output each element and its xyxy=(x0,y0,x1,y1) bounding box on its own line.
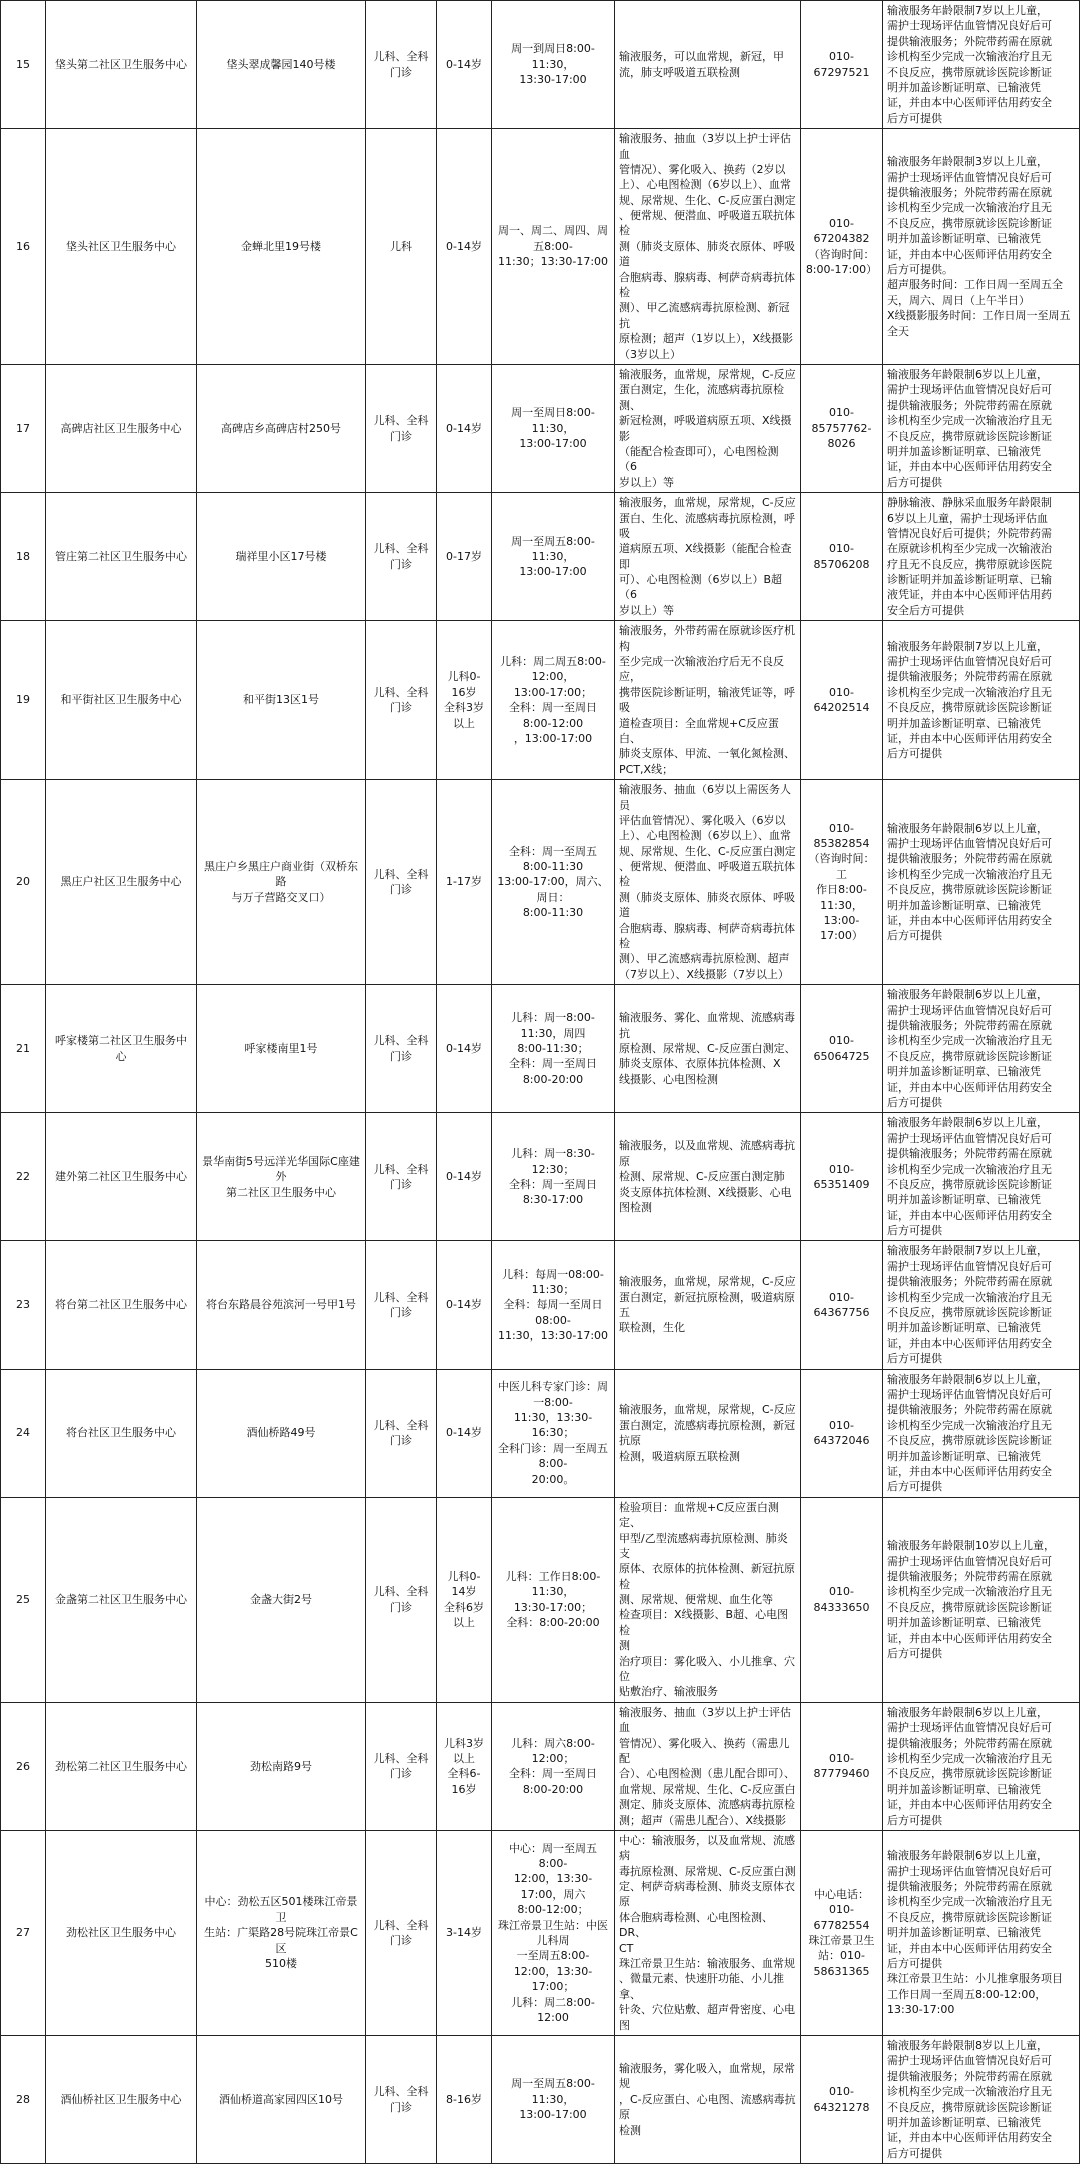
center-name-cell xyxy=(46,2036,197,2164)
row-number-cell xyxy=(1,1369,46,1497)
services-list-cell xyxy=(615,1702,801,1830)
services-list: 输液服务，可以血常规，新冠，甲 流，肺支呼吸道五联检测 xyxy=(619,50,784,79)
row-number-cell xyxy=(1,1113,46,1241)
age-range-cell xyxy=(437,1702,492,1830)
service-notes: 输液服务年龄限制8岁以上儿童， 需护士现场评估血管情况良好后可 提供输液服务；外院带药需在原就 诊机构至少完成一次输液治疗且无 不良反应，携带原就诊医院诊断证 明并加盖诊断证明章、已输液凭 证，并由本中心医师评估用药安全 后方可提供 xyxy=(887,2039,1052,2160)
center-address-cell xyxy=(197,1702,366,1830)
service-hours: 儿科：周一8:00-11:30，周四 8:00-11:30； 全科：周一至周日8:00-20:00 xyxy=(509,1011,597,1086)
table-row xyxy=(1,1241,1080,1369)
row-number: 28 xyxy=(16,2092,30,2106)
service-hours-cell xyxy=(492,780,615,985)
service-hours-cell xyxy=(492,1,615,129)
services-list-cell xyxy=(615,364,801,492)
service-notes: 输液服务年龄限制6岁以上儿童， 需护士现场评估血管情况良好后可 提供输液服务；外院带药需在原就 诊机构至少完成一次输液治疗且无 不良反应，携带原就诊医院诊断证 明并加盖诊断证明章、已输液凭 证，并由本中心医师评估用药安全 后方可提供 珠江帝景卫生站：小儿推拿服务项目 工作日周一至周五8:00-12:00， 13:30-17:00 xyxy=(887,1849,1063,2017)
center-name-cell xyxy=(46,1113,197,1241)
age-range-cell xyxy=(437,1830,492,2035)
table-row xyxy=(1,780,1080,985)
row-number-cell xyxy=(1,493,46,621)
center-name: 酒仙桥社区卫生服务中心 xyxy=(60,2092,182,2106)
department: 儿科、全科门诊 xyxy=(373,1751,429,1781)
phone-number: 010-87779460 xyxy=(813,1751,870,1781)
center-address-cell xyxy=(197,1241,366,1369)
center-address: 垡头翠成馨园140号楼 xyxy=(226,57,336,71)
center-name: 金盏第二社区卫生服务中心 xyxy=(55,1593,187,1607)
phone-number-cell xyxy=(801,1830,883,2035)
services-list: 输液服务，血常规，尿常规，C-反应 蛋白测定，生化，流感病毒抗原检测、 新冠检测，呼吸道病原五项、X线摄影 （能配合检查即可），心电图检测（6 岁以上）等 xyxy=(619,367,796,489)
service-notes-cell xyxy=(883,1369,1080,1497)
age-range: 0-14岁 xyxy=(446,1298,482,1312)
table-row xyxy=(1,129,1080,365)
center-address: 金盏大街2号 xyxy=(250,1593,312,1607)
department-cell xyxy=(366,1241,437,1369)
service-hours-cell xyxy=(492,2036,615,2164)
center-address-cell xyxy=(197,985,366,1113)
age-range: 8-16岁 xyxy=(446,2092,482,2106)
age-range-cell xyxy=(437,129,492,365)
service-hours-cell xyxy=(492,129,615,365)
row-number: 18 xyxy=(16,549,30,563)
row-number: 26 xyxy=(16,1759,30,1773)
service-hours: 儿科：工作日8:00-11:30， 13:30-17:00； 全科：8:00-20:00 xyxy=(505,1569,601,1630)
department: 儿科、全科门诊 xyxy=(373,1585,429,1614)
center-address-cell xyxy=(197,1113,366,1241)
service-notes-cell xyxy=(883,493,1080,621)
service-notes: 静脉输液、静脉采血服务年龄限制 6岁以上儿童，需护士现场评估血 管情况良好后可提供；外院带药需 在原就诊机构至少完成一次输液治 疗且无不良反应，携带原就诊医院 诊断证明并加盖诊断证明章、已输 液凭证，并由本中心医师评估用药 安全后方可提供 xyxy=(887,496,1052,617)
services-list: 输液服务，以及血常规、流感病毒抗原 检测、尿常规、C-反应蛋白测定肺 炎支原体抗体检测、X线摄影、心电 图检测 xyxy=(619,1139,795,1214)
service-hours: 周一、周二、周四、周五8:00- 11:30；13:30-17:00 xyxy=(497,224,609,269)
center-address-cell xyxy=(197,364,366,492)
row-number-cell xyxy=(1,621,46,780)
table-row xyxy=(1,1497,1080,1702)
service-notes-cell xyxy=(883,780,1080,985)
age-range-cell xyxy=(437,364,492,492)
phone-number-cell xyxy=(801,1113,883,1241)
service-notes: 输液服务年龄限制6岁以上儿童， 需护士现场评估血管情况良好后可 提供输液服务；外院带药需在原就 诊机构至少完成一次输液治疗且无 不良反应，携带原就诊医院诊断证 明并加盖诊断证明章、已输液凭 证，并由本中心医师评估用药安全 后方可提供 xyxy=(887,1705,1052,1827)
age-range: 儿科3岁以上 全科6-16岁 xyxy=(444,1736,484,1796)
department-cell xyxy=(366,985,437,1113)
department-cell xyxy=(366,1830,437,2035)
service-hours-cell xyxy=(492,364,615,492)
center-name: 和平街社区卫生服务中心 xyxy=(60,693,182,707)
service-notes-cell xyxy=(883,2036,1080,2164)
age-range: 0-14岁 xyxy=(446,1042,482,1056)
center-name: 高碑店社区卫生服务中心 xyxy=(60,421,182,435)
row-number: 23 xyxy=(16,1298,30,1312)
phone-number-cell xyxy=(801,2036,883,2164)
row-number-cell xyxy=(1,985,46,1113)
center-address-cell xyxy=(197,493,366,621)
row-number: 24 xyxy=(16,1426,30,1440)
service-hours: 儿科：周一8:30-12:30； 全科：周一至周日8:30-17:00 xyxy=(509,1147,597,1207)
service-hours-cell xyxy=(492,1830,615,2035)
center-address: 金蝉北里19号楼 xyxy=(241,239,321,253)
age-range-cell xyxy=(437,1497,492,1702)
service-notes-cell xyxy=(883,129,1080,365)
row-number-cell xyxy=(1,364,46,492)
department-cell xyxy=(366,621,437,780)
center-name: 黑庄户社区卫生服务中心 xyxy=(60,875,182,889)
service-notes: 输液服务年龄限制6岁以上儿童， 需护士现场评估血管情况良好后可 提供输液服务；外院带药需在原就 诊机构至少完成一次输液治疗且无 不良反应，携带原就诊医院诊断证 明并加盖诊断证明章、已输液凭 证，并由本中心医师评估用药安全 后方可提供 xyxy=(887,821,1052,943)
center-name: 建外第二社区卫生服务中心 xyxy=(55,1170,187,1184)
center-name-cell xyxy=(46,129,197,365)
center-name-cell xyxy=(46,621,197,780)
center-name-cell xyxy=(46,1830,197,2035)
center-name: 垡头第二社区卫生服务中心 xyxy=(55,57,187,71)
center-address-cell xyxy=(197,129,366,365)
phone-number-cell xyxy=(801,621,883,780)
age-range-cell xyxy=(437,493,492,621)
services-list-cell xyxy=(615,621,801,780)
row-number: 25 xyxy=(16,1593,30,1607)
department: 儿科、全科门诊 xyxy=(373,867,429,897)
center-address: 酒仙桥道高家园四区10号 xyxy=(219,2092,343,2106)
department-cell xyxy=(366,1497,437,1702)
services-list-cell xyxy=(615,1241,801,1369)
age-range: 0-14岁 xyxy=(446,421,482,435)
center-address-cell xyxy=(197,1,366,129)
services-list: 输液服务，血常规，尿常规，C-反应 蛋白、生化、流感病毒抗原检测，呼吸 道病原五项、X线摄影（能配合检查即 可）、心电图检测（6岁以上）B超（6 岁以上）等 xyxy=(619,496,796,617)
service-notes: 输液服务年龄限制6岁以上儿童， 需护士现场评估血管情况良好后可 提供输液服务；外院带药需在原就 诊机构至少完成一次输液治疗且无 不良反应，携带原就诊医院诊断证 明并加盖诊断证明章、已输液凭 证，并由本中心医师评估用药安全 后方可提供 xyxy=(887,367,1052,489)
service-hours: 周一至周日8:00-11:30， 13:00-17:00 xyxy=(511,406,595,451)
center-address-cell xyxy=(197,1369,366,1497)
department-cell xyxy=(366,1113,437,1241)
department: 儿科 xyxy=(390,239,412,253)
services-list-cell xyxy=(615,1113,801,1241)
service-notes-cell xyxy=(883,621,1080,780)
row-number-cell xyxy=(1,2036,46,2164)
center-address: 劲松南路9号 xyxy=(250,1759,312,1773)
phone-number-cell xyxy=(801,1241,883,1369)
department: 儿科、全科门诊 xyxy=(373,1290,429,1320)
service-notes: 输液服务年龄限制3岁以上儿童， 需护士现场评估血管情况良好后可 提供输液服务；外院带药需在原就 诊机构至少完成一次输液治疗且无 不良反应，携带原就诊医院诊断证 明并加盖诊断证明章、已输液凭 证，并由本中心医师评估用药安全 后方可提供。 超声服务时间：工作日周一至周五全天，周六、周日（上午半日） X线摄影服务时间：工作日周一至周五全天 xyxy=(887,155,1071,338)
service-hours: 儿科：周六8:00-12:00； 全科：周一至周日8:00-20:00 xyxy=(509,1736,597,1796)
service-notes: 输液服务年龄限制7岁以上儿童， 需护士现场评估血管情况良好后可 提供输液服务；外院带药需在原就 诊机构至少完成一次输液治疗且无 不良反应，携带原就诊医院诊断证 明并加盖诊断证明章、已输液凭 证，并由本中心医师评估用药安全 后方可提供 xyxy=(887,1244,1052,1366)
department: 儿科、全科门诊 xyxy=(373,1162,429,1191)
center-name-cell xyxy=(46,1497,197,1702)
row-number: 17 xyxy=(16,421,30,435)
service-hours: 中心：周一至周五8:00- 12:00，13:30-17:00，周六 8:00-12:00； 珠江帝景卫生站：中医儿科周 一至周五8:00-12:00，13:30- 17:00； 儿科：周二8:00-12:00 xyxy=(498,1841,608,2024)
center-name-cell xyxy=(46,1241,197,1369)
service-notes-cell xyxy=(883,1241,1080,1369)
row-number: 21 xyxy=(16,1042,30,1056)
table-row xyxy=(1,621,1080,780)
phone-number-cell xyxy=(801,1702,883,1830)
center-name: 劲松社区卫生服务中心 xyxy=(66,1926,176,1940)
center-name: 呼家楼第二社区卫生服务中心 xyxy=(55,1034,187,1063)
center-address: 瑞祥里小区17号楼 xyxy=(235,549,327,563)
services-list: 中心：输液服务，以及血常规、流感病 毒抗原检测、尿常规、C-反应蛋白测 定、柯萨奇病毒检测、肺炎支原体衣原 体合胞病毒检测、心电图检测、DR、 CT 珠江帝景卫生站：输液服务、血常规 、微量元素、快速肝功能、小儿推拿、 针灸、穴位贴敷、超声骨密度、心电图 xyxy=(619,1833,796,2032)
services-list-cell xyxy=(615,985,801,1113)
service-notes-cell xyxy=(883,1113,1080,1241)
age-range-cell xyxy=(437,1241,492,1369)
phone-number-cell xyxy=(801,985,883,1113)
phone-number: 010-67204382 （咨询时间： 8:00-17:00） xyxy=(805,216,878,276)
department-cell xyxy=(366,1369,437,1497)
service-notes: 输液服务年龄限制10岁以上儿童， 需护士现场评估血管情况良好后可 提供输液服务；外院带药需在原就 诊机构至少完成一次输液治疗且无 不良反应，携带原就诊医院诊断证 明并加盖诊断证明章、已输液凭 证，并由本中心医师评估用药安全 后方可提供 xyxy=(887,1539,1055,1660)
service-hours-cell xyxy=(492,493,615,621)
service-notes: 输液服务年龄限制6岁以上儿童， 需护士现场评估血管情况良好后可 提供输液服务；外院带药需在原就 诊机构至少完成一次输液治疗且无 不良反应，携带原就诊医院诊断证 明并加盖诊断证明章、已输液凭 证，并由本中心医师评估用药安全 后方可提供 xyxy=(887,1372,1052,1494)
center-address: 和平街13区1号 xyxy=(243,693,319,707)
service-notes: 输液服务年龄限制7岁以上儿童， 需护士现场评估血管情况良好后可 提供输液服务；外院带药需在原就 诊机构至少完成一次输液治疗且无 不良反应，携带原就诊医院诊断证 明并加盖诊断证明章、已输液凭 证，并由本中心医师评估用药安全 后方可提供 xyxy=(887,4,1052,125)
phone-number-cell xyxy=(801,1369,883,1497)
age-range: 0-14岁 xyxy=(446,57,482,71)
service-hours-cell xyxy=(492,1702,615,1830)
phone-number: 010-85757762- 8026 xyxy=(811,406,872,451)
age-range: 0-17岁 xyxy=(446,549,482,563)
table-body xyxy=(1,1,1080,2164)
table-row xyxy=(1,1702,1080,1830)
phone-number-cell xyxy=(801,129,883,365)
row-number: 19 xyxy=(16,693,30,707)
services-list-cell xyxy=(615,1369,801,1497)
center-address-cell xyxy=(197,2036,366,2164)
row-number-cell xyxy=(1,1,46,129)
table-row xyxy=(1,985,1080,1113)
services-list-cell xyxy=(615,780,801,985)
age-range-cell xyxy=(437,1113,492,1241)
services-list-cell xyxy=(615,493,801,621)
department-cell xyxy=(366,1702,437,1830)
center-address: 呼家楼南里1号 xyxy=(244,1042,318,1056)
phone-number-cell xyxy=(801,1,883,129)
service-notes: 输液服务年龄限制6岁以上儿童， 需护士现场评估血管情况良好后可 提供输液服务；外院带药需在原就 诊机构至少完成一次输液治疗且无 不良反应，携带原就诊医院诊断证 明并加盖诊断证明章、已输液凭 证，并由本中心医师评估用药安全 后方可提供 xyxy=(887,988,1052,1109)
department: 儿科、全科门诊 xyxy=(373,2085,429,2114)
phone-number: 010-64321278 xyxy=(813,2085,870,2114)
center-name-cell xyxy=(46,364,197,492)
center-address: 中心：劲松五区501楼珠江帝景 卫 生站：广渠路28号院珠江帝景C区 510楼 xyxy=(204,1895,358,1971)
row-number-cell xyxy=(1,780,46,985)
age-range: 1-17岁 xyxy=(446,875,482,889)
center-name-cell xyxy=(46,1702,197,1830)
service-notes: 输液服务年龄限制6岁以上儿童， 需护士现场评估血管情况良好后可 提供输液服务；外院带药需在原就 诊机构至少完成一次输液治疗且无 不良反应，携带原就诊医院诊断证 明并加盖诊断证明章、已输液凭 证，并由本中心医师评估用药安全 后方可提供 xyxy=(887,1116,1052,1238)
row-number: 22 xyxy=(16,1170,30,1184)
services-list-cell xyxy=(615,1,801,129)
phone-number-cell xyxy=(801,1497,883,1702)
center-name: 劲松第二社区卫生服务中心 xyxy=(55,1759,187,1773)
service-hours: 中医儿科专家门诊：周一8:00- 11:30，13:30-16:30； 全科门诊：周一至周五 8:00- 20:00。 xyxy=(498,1380,608,1486)
service-hours: 全科：周一至周五8:00-11:30 13:00-17:00，周六、周日： 8:00-11:30 xyxy=(497,844,609,920)
center-address: 景华南街5号远洋光华国际C座建外 第二社区卫生服务中心 xyxy=(202,1154,360,1199)
services-list-cell xyxy=(615,1497,801,1702)
department-cell xyxy=(366,493,437,621)
service-hours-cell xyxy=(492,1369,615,1497)
age-range: 0-14岁 xyxy=(446,1426,482,1440)
age-range-cell xyxy=(437,621,492,780)
row-number-cell xyxy=(1,1702,46,1830)
department: 儿科、全科门诊 xyxy=(373,685,429,715)
row-number-cell xyxy=(1,129,46,365)
center-name-cell xyxy=(46,1,197,129)
services-list: 输液服务、雾化、血常规、流感病毒抗 原检测、尿常规、C-反应蛋白测定、 肺炎支原体、衣原体抗体检测、X 线摄影、心电图检测 xyxy=(619,1011,796,1086)
row-number: 15 xyxy=(16,57,30,71)
service-hours: 周一到周日8:00-11:30， 13:30-17:00 xyxy=(511,42,595,87)
phone-number: 010-64367756 xyxy=(813,1290,870,1320)
services-list: 输液服务，血常规，尿常规，C-反应 蛋白测定，流感病毒抗原检测，新冠抗原 检测，吸道病原五联检测 xyxy=(619,1403,796,1463)
phone-number-cell xyxy=(801,780,883,985)
table-row xyxy=(1,493,1080,621)
service-hours: 儿科：周二周五8:00-12:00， 13:00-17:00； 全科：周一至周日8:00-12:00 ，13:00-17:00 xyxy=(500,655,606,745)
age-range: 3-14岁 xyxy=(446,1926,482,1940)
phone-number: 010-64372046 xyxy=(813,1418,870,1448)
age-range: 儿科0-16岁 全科3岁以上 xyxy=(444,670,484,730)
table-row xyxy=(1,364,1080,492)
department-cell xyxy=(366,2036,437,2164)
services-list-cell xyxy=(615,129,801,365)
center-name-cell xyxy=(46,780,197,985)
table-row xyxy=(1,1369,1080,1497)
service-hours: 周一至周五8:00-11:30， 13:00-17:00 xyxy=(511,534,595,579)
table-row xyxy=(1,1830,1080,2035)
center-address: 黑庄户乡黑庄户商业街（双桥东路 与万子营路交叉口） xyxy=(204,860,358,904)
row-number-cell xyxy=(1,1830,46,2035)
services-list: 输液服务，雾化吸入，血常规，尿常规 ，C-反应蛋白、心电图、流感病毒抗原 检测 xyxy=(619,2062,796,2137)
department: 儿科、全科门诊 xyxy=(373,1918,429,1947)
age-range-cell xyxy=(437,985,492,1113)
center-name: 将台社区卫生服务中心 xyxy=(66,1426,176,1440)
service-hours-cell xyxy=(492,1241,615,1369)
age-range: 0-14岁 xyxy=(446,1170,482,1184)
age-range: 0-14岁 xyxy=(446,239,482,253)
center-address-cell xyxy=(197,1830,366,2035)
service-hours-cell xyxy=(492,1497,615,1702)
center-name-cell xyxy=(46,985,197,1113)
center-name-cell xyxy=(46,1369,197,1497)
row-number: 27 xyxy=(16,1926,30,1940)
phone-number-cell xyxy=(801,364,883,492)
age-range: 儿科0-14岁 全科6岁以上 xyxy=(444,1569,484,1630)
phone-number: 010-85706208 xyxy=(813,542,870,571)
services-list: 输液服务、抽血（3岁以上护士评估血 管情况）、雾化吸入、换药（2岁以 上）、心电图检测（6岁以上）、血常 规、尿常规、生化、C-反应蛋白测定 、便常规、便潜血、呼吸道五联抗体检 测（肺炎支原体、肺炎衣原体、呼吸道 合胞病毒、腺病毒、柯萨奇病毒抗体检 测）、甲乙流感病毒抗原检测、新冠抗 原检测；超声（1岁以上），X线摄影 （3岁以上） xyxy=(619,132,796,361)
phone-number: 010-65064725 xyxy=(813,1034,870,1063)
center-address: 酒仙桥路49号 xyxy=(246,1426,316,1440)
services-list: 检验项目：血常规+C反应蛋白测定、 甲型/乙型流感病毒抗原检测、肺炎支 原体、衣原体的抗体检测、新冠抗原检 测、尿常规、便常规、血生化等 检查项目：X线摄影、B超、心电图检 测 治疗项目：雾化吸入、小儿推拿、穴位 贴敷治疗、输液服务 xyxy=(619,1500,795,1699)
row-number-cell xyxy=(1,1497,46,1702)
phone-number: 010-64202514 xyxy=(813,685,870,715)
services-list: 输液服务，外带药需在原就诊医疗机构 至少完成一次输液治疗后无不良反应， 携带医院诊断证明，输液凭证等，呼吸 道检查项目：全血常规+C反应蛋白、 肺炎支原体、甲流、一氧化氮检测、 PCT,X线； xyxy=(619,624,795,776)
row-number-cell xyxy=(1,1241,46,1369)
table-row xyxy=(1,1,1080,129)
department: 儿科、全科门诊 xyxy=(373,50,429,79)
department: 儿科、全科门诊 xyxy=(373,542,429,571)
phone-number: 010-67297521 xyxy=(813,50,870,79)
row-number: 20 xyxy=(16,875,30,889)
center-address: 将台东路晨谷苑滨河一号甲1号 xyxy=(206,1298,356,1312)
phone-number: 010-65351409 xyxy=(813,1162,870,1191)
service-notes: 输液服务年龄限制7岁以上儿童， 需护士现场评估血管情况良好后可 提供输液服务；外院带药需在原就 诊机构至少完成一次输液治疗且无 不良反应，携带原就诊医院诊断证 明并加盖诊断证明章、已输液凭 证，并由本中心医师评估用药安全 后方可提供 xyxy=(887,639,1052,761)
row-number: 16 xyxy=(16,239,30,253)
department-cell xyxy=(366,129,437,365)
age-range-cell xyxy=(437,1,492,129)
center-address-cell xyxy=(197,1497,366,1702)
services-list-cell xyxy=(615,2036,801,2164)
services-list: 输液服务、抽血（6岁以上需医务人员 评估血管情况）、雾化吸入（6岁以 上）、心电图检测（6岁以上）、血常 规、尿常规、生化、C-反应蛋白测定 、便常规、便潜血、呼吸道五联抗体检 测（肺炎支原体、肺炎衣原体、呼吸道 合胞病毒、腺病毒、柯萨奇病毒抗体检 测）、甲乙流感病毒抗原检测、超声 （7岁以上）、X线摄影（7岁以上） xyxy=(619,783,796,981)
service-notes-cell xyxy=(883,1702,1080,1830)
service-hours-cell xyxy=(492,1113,615,1241)
age-range-cell xyxy=(437,2036,492,2164)
service-notes-cell xyxy=(883,1497,1080,1702)
department: 儿科、全科门诊 xyxy=(373,1034,429,1063)
center-name: 将台第二社区卫生服务中心 xyxy=(55,1298,187,1312)
phone-number-cell xyxy=(801,493,883,621)
center-address: 高碑店乡高碑店村250号 xyxy=(221,421,341,435)
table-row xyxy=(1,2036,1080,2164)
phone-number: 010-85382854 （咨询时间：工 作日8:00-11:30，13:00- 17:00） xyxy=(808,821,875,943)
service-notes-cell xyxy=(883,985,1080,1113)
center-address-cell xyxy=(197,780,366,985)
service-hours: 周一至周五8:00-11:30， 13:00-17:00 xyxy=(511,2077,595,2122)
service-hours-cell xyxy=(492,621,615,780)
table-row xyxy=(1,1113,1080,1241)
department: 儿科、全科门诊 xyxy=(373,414,429,443)
services-list: 输液服务、抽血（3岁以上护士评估血 管情况）、雾化吸入、换药（需患儿配 合）、心电图检测（患儿配合即可）、 血常规、尿常规、生化、C-反应蛋白 测定、肺炎支原体、流感病毒抗原检测；超声（需患儿配合）、X线摄影 xyxy=(619,1705,796,1827)
department-cell xyxy=(366,1,437,129)
center-name: 管庄第二社区卫生服务中心 xyxy=(55,549,187,563)
department-cell xyxy=(366,364,437,492)
phone-number: 010-84333650 xyxy=(813,1585,870,1614)
service-hours-cell xyxy=(492,985,615,1113)
service-hours: 儿科：每周一08:00-11:30； 全科：每周一至周日08:00- 11:30，13:30-17:00 xyxy=(497,1267,609,1343)
service-notes-cell xyxy=(883,1830,1080,2035)
age-range-cell xyxy=(437,1369,492,1497)
service-notes-cell xyxy=(883,1,1080,129)
service-notes-cell xyxy=(883,364,1080,492)
center-name-cell xyxy=(46,493,197,621)
age-range-cell xyxy=(437,780,492,985)
center-name: 垡头社区卫生服务中心 xyxy=(66,239,176,253)
services-list-cell xyxy=(615,1830,801,2035)
department-cell xyxy=(366,780,437,985)
services-list: 输液服务，血常规，尿常规，C-反应 蛋白测定，新冠抗原检测，吸道病原五 联检测，生化 xyxy=(619,1275,796,1335)
phone-number: 中心电话： 010-67782554 珠江帝景卫生 站：010- 58631365 xyxy=(808,1887,875,1978)
department: 儿科、全科门诊 xyxy=(373,1418,429,1448)
center-address-cell xyxy=(197,621,366,780)
